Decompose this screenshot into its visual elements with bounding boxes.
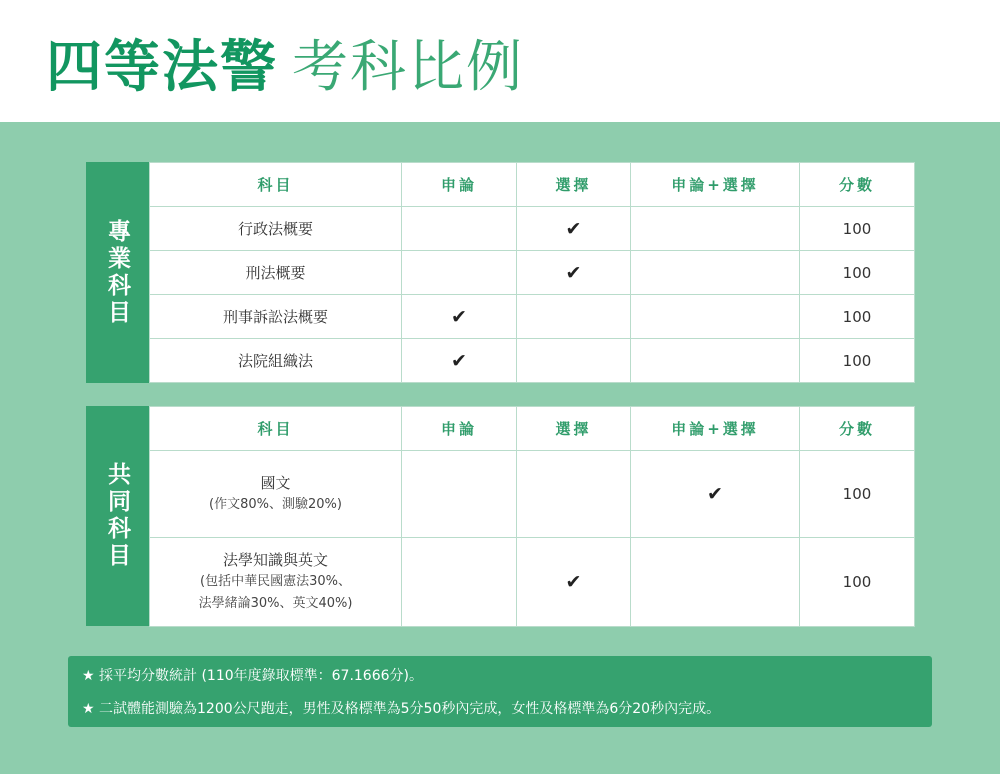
page-title-bold: 四等法警 <box>46 35 278 100</box>
score-cell: 100 <box>800 538 915 627</box>
check-icon: ✔ <box>517 207 631 251</box>
table-header-row <box>150 163 915 207</box>
header-subject: 科目 <box>150 407 402 451</box>
table-row <box>150 251 915 295</box>
table-row <box>150 295 915 339</box>
subject-note: (包括中華民國憲法30%、 <box>200 574 351 589</box>
header-essay: 申論 <box>402 407 517 451</box>
header-subject: 科目 <box>150 163 402 207</box>
check-icon: ✔ <box>631 451 800 538</box>
subject-note: (作文80%、測驗20%) <box>209 497 342 512</box>
table-row <box>150 538 915 627</box>
score-cell: 100 <box>800 339 915 383</box>
header <box>0 0 1000 122</box>
subject-cell: 法學知識與英文 (包括中華民國憲法30%、 法學緒論30%、英文40%) <box>150 538 402 627</box>
header-essay-choice: 申論+選擇 <box>631 407 800 451</box>
score-cell: 100 <box>800 207 915 251</box>
score-cell: 100 <box>800 451 915 538</box>
check-icon: ✔ <box>517 251 631 295</box>
page-title <box>46 30 524 106</box>
table-header-row <box>150 407 915 451</box>
section-professional-subjects <box>86 162 914 383</box>
subjects-table <box>149 162 915 383</box>
subject-cell: 法院組織法 <box>150 339 402 383</box>
section-label: 專業科目 <box>86 162 149 383</box>
subject-cell: 刑法概要 <box>150 251 402 295</box>
table-row <box>150 451 915 538</box>
check-icon: ✔ <box>402 295 517 339</box>
section-label: 共同科目 <box>86 406 149 626</box>
table-row <box>150 339 915 383</box>
check-icon: ✔ <box>517 538 631 627</box>
header-score: 分數 <box>800 407 915 451</box>
header-essay: 申論 <box>402 163 517 207</box>
subject-note: 法學緒論30%、英文40%) <box>198 596 353 611</box>
subjects-table <box>149 406 915 627</box>
check-icon: ✔ <box>402 339 517 383</box>
subject-cell: 行政法概要 <box>150 207 402 251</box>
subject-cell: 刑事訴訟法概要 <box>150 295 402 339</box>
score-cell: 100 <box>800 295 915 339</box>
header-choice: 選擇 <box>517 407 631 451</box>
header-essay-choice: 申論+選擇 <box>631 163 800 207</box>
page-title-regular: 考科比例 <box>292 35 524 100</box>
score-cell: 100 <box>800 251 915 295</box>
notes-box <box>68 656 932 727</box>
table-row <box>150 207 915 251</box>
header-choice: 選擇 <box>517 163 631 207</box>
section-common-subjects <box>86 406 914 626</box>
header-score: 分數 <box>800 163 915 207</box>
note-item: ★ 二試體能測驗為1200公尺跑走，男性及格標準為5分50秒內完成，女性及格標準為6分20秒內完成。 <box>82 701 721 717</box>
subject-cell: 國文 (作文80%、測驗20%) <box>150 451 402 538</box>
note-item: ★ 採平均分數統計 (110年度錄取標準：67.1666分)。 <box>82 668 423 684</box>
